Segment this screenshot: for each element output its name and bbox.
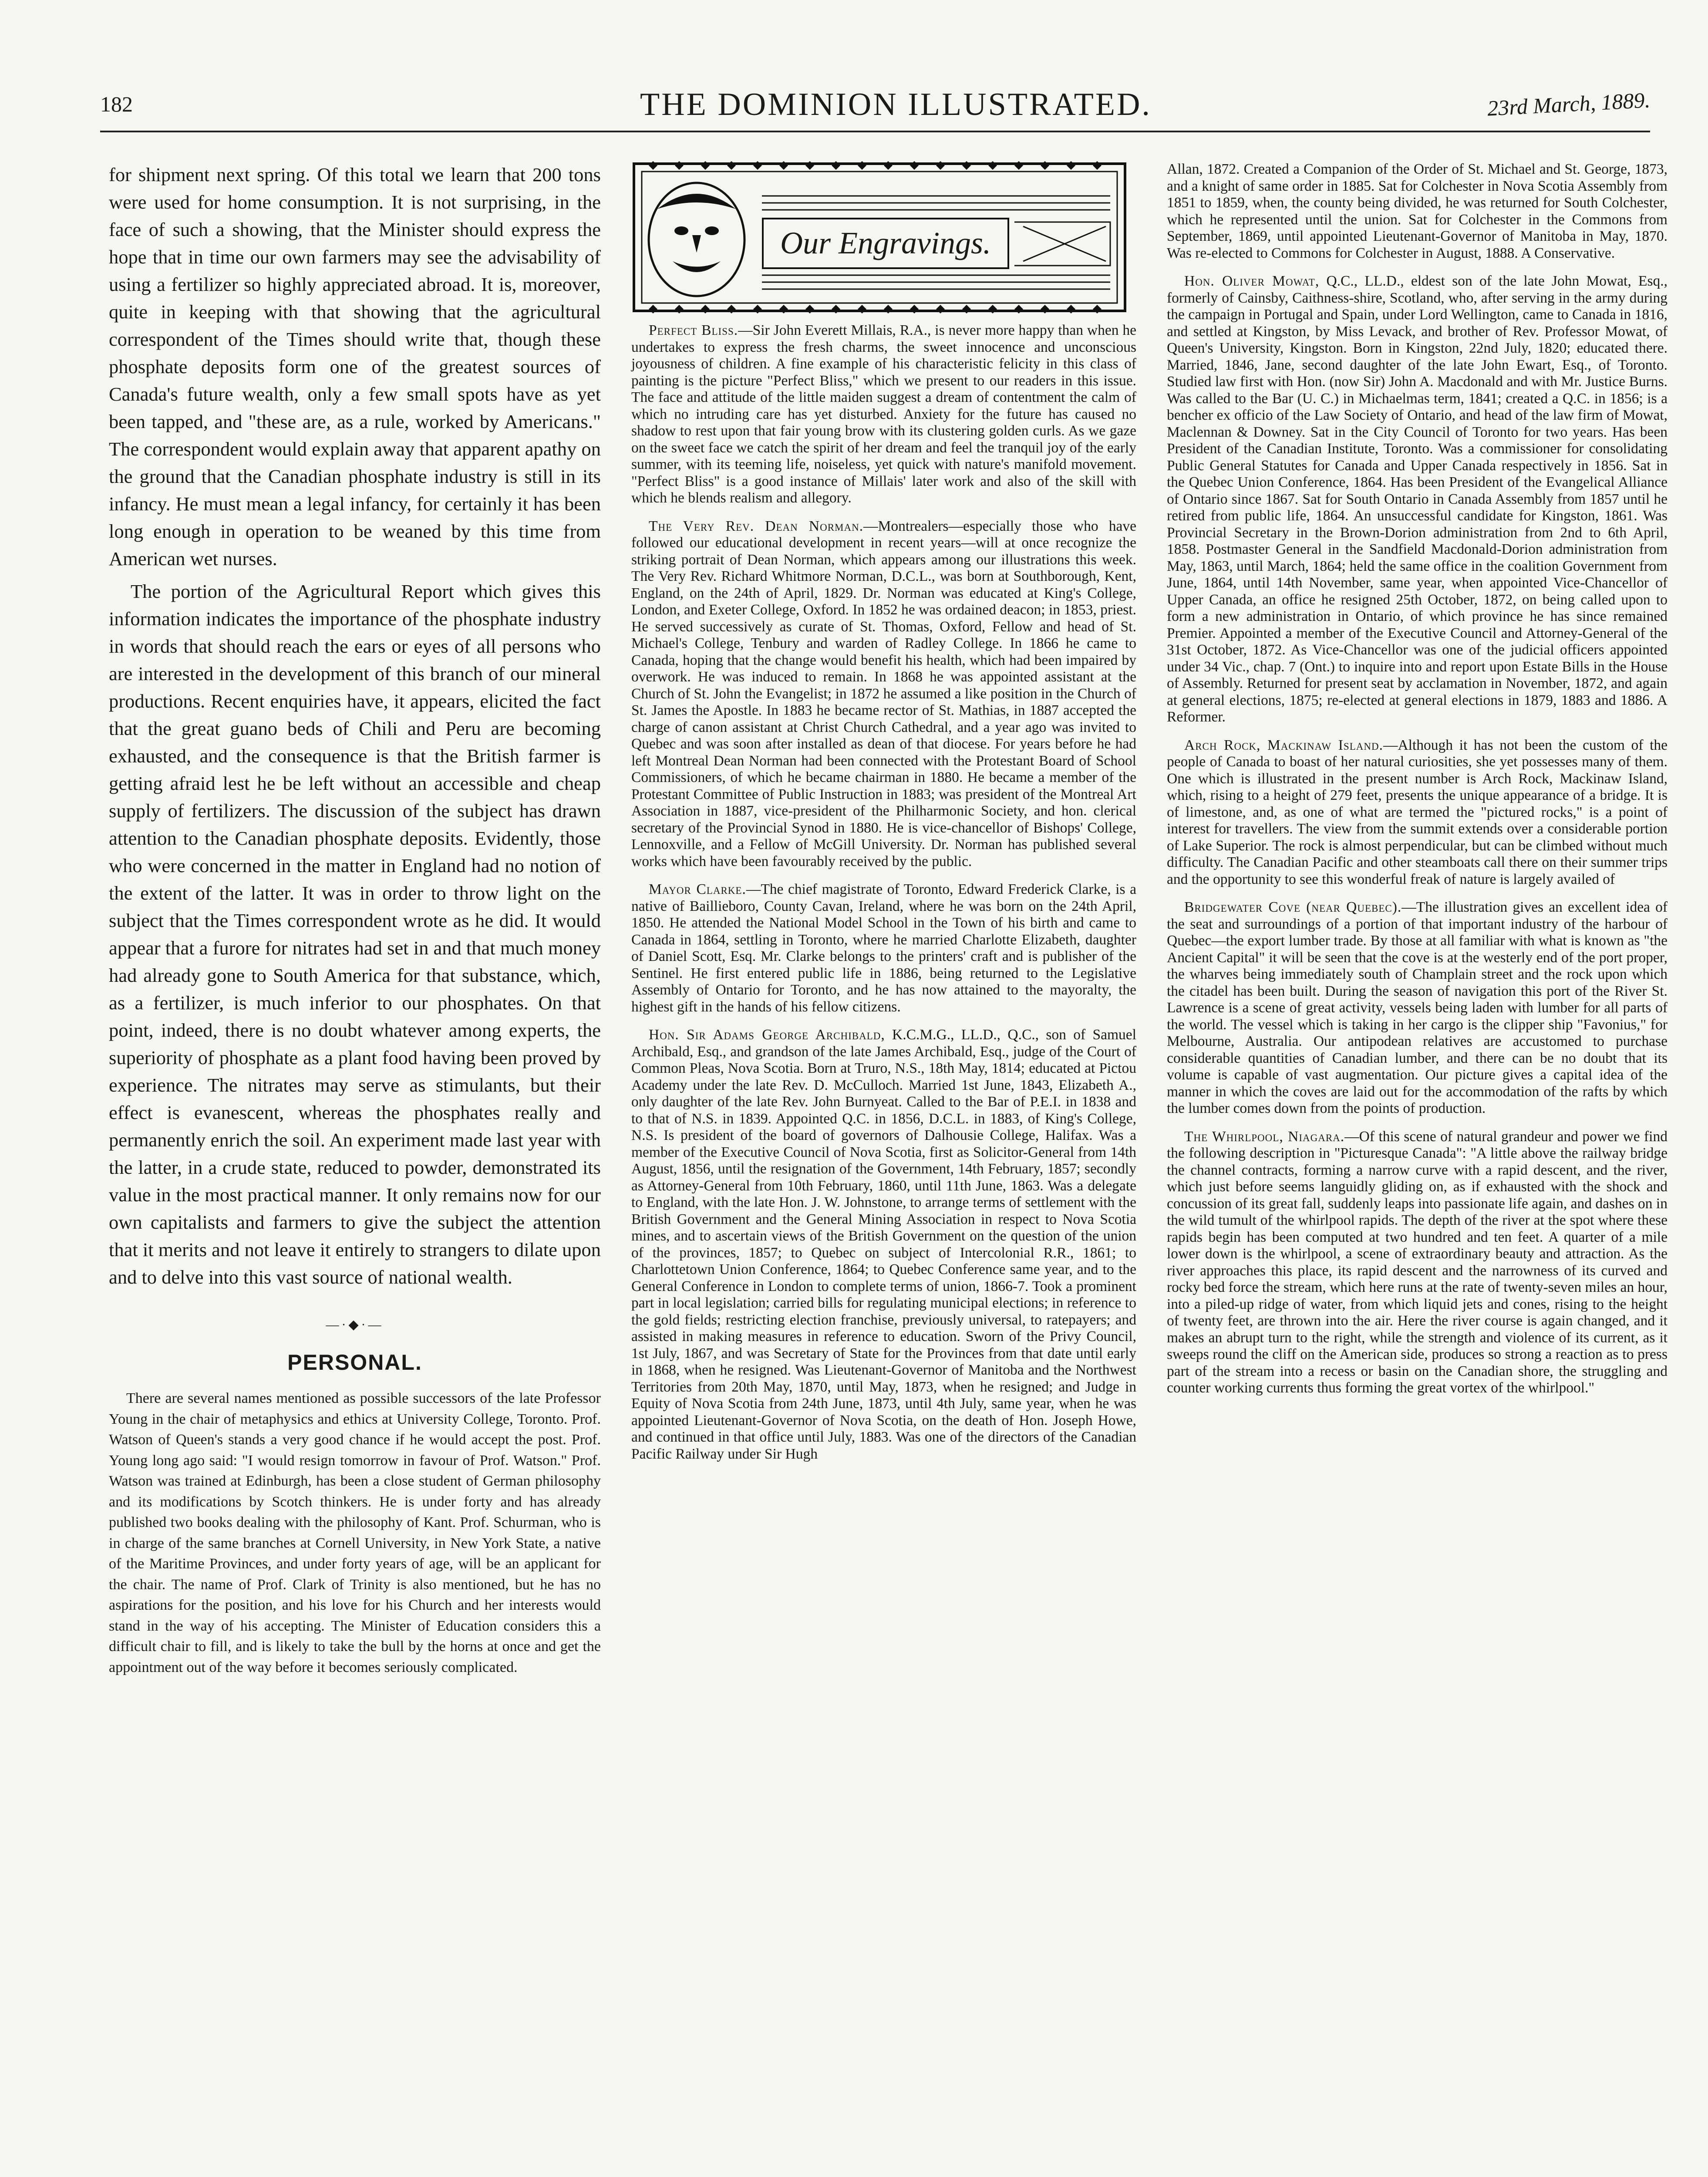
section-heading-personal: PERSONAL. xyxy=(287,1350,422,1375)
article-dean-norman xyxy=(631,518,1136,870)
article-text: —Sir John Everett Millais, R.A., is never more happy than when he undertakes to express the fresh charms, the sweet innocence and unconscious joyousness of children. A fine example of his characteristic felicity in this class of painting is the picture "Perfect Bliss," which we present to our readers in this issue. The face and attitude of the little maiden suggest a dream of contentment the calm of which no intruding care has yet disturbed. Anxiety for the future has caused no shadow to rest upon that fair young brow with its clustering golden curls. As we gaze on the sweet face we catch the spirit of her dream and feel the tranquil joy of the early summer, with its teeming life, noiseless, yet quick with nature's manifold movement. "Perfect Bliss" is a good instance of Millais' later work and also of the skill with which he blends realism and allegory. xyxy=(631,322,1136,506)
article-text: K.C.M.G., LL.D., Q.C., son of Samuel Archibald, Esq., and grandson of the late James Archibald, Esq., judge of the Court of Common Pleas, Nova Scotia. Born at Truro, N.S., 18th May, 1814; educated at Pictou Academy under the late Rev. D. McCulloch. Married 1st June, 1843, Elizabeth A., only daughter of the late Rev. John Burnyeat. Called to the Bar of P.E.I. in 1838 and to that of N.S. in 1839. Appointed Q.C. in 1856, D.C.L. in 1883, of King's College, N.S. Is president of the board of governors of Dalhousie College, Halifax. Was a member of the Executive Council of Nova Scotia, first as Solicitor-General from 14th August, 1856, until the resignation of the Government, 14th February, 1857; secondly as Attorney-General from 10th February, 1860, until 11th June, 1863. Was a delegate to England, with the late Hon. J. W. Johnstone, to arrange terms of settlement with the British Government and the General Mining Association in respect to Nova Scotia mines, and to ascertain views of the British Government on the question of the union of the provinces, 1857; to Quebec on subject of Intercolonial R.R., 1861; to Charlottetown Union Conference, 1864; to Quebec Conference same year, and to the General Conference in London to complete terms of union, 1866-7. Took a prominent part in local legislation; carried bills for regulating municipal elections; in reference to the gold fields; restricting election franchise, previously universal, to ratepayers; and assisted in making measures in reference to education. Sworn of the Privy Council, 1st July, 1867, and was Secretary of State for the Provinces from that date until early in 1868, when he resigned. Was Lieutenant-Governor of Manitoba and the Northwest Territories from 20th May, 1870, until May, 1873, when he resigned; and Judge in Equity of Nova Scotia from 24th June, 1873, until 4th July, same year, when he was appointed Lieutenant-Governor of Nova Scotia, on the death of Hon. Joseph Howe, and continued in that office until July, 1883. Was one of the directors of the Canadian Pacific Railway under Sir Hugh xyxy=(631,1027,1136,1462)
article-lead: The Very Rev. Dean Norman. xyxy=(649,518,864,534)
article-mayor-clarke xyxy=(631,881,1136,1015)
page-number: 182 xyxy=(100,92,133,116)
article-lead: Mayor Clarke. xyxy=(649,881,746,897)
article-arch-rock xyxy=(1167,737,1668,888)
column-right xyxy=(1167,161,1668,1408)
body-paragraph: The portion of the Agricultural Report which gives this information indicates the importance of the phosphate industry in words that should reach the ears or eyes of all persons who are interested in the development of this branch of our mineral productions. Recent enquiries have, it appears, elicited the fact that the great guano beds of Chili and Peru are becoming exhausted, and the consequence is that the British farmer is getting afraid lest he be left without an accessible and cheap supply of fertilizers. The discussion of the subject has drawn attention to the Canadian phosphate deposits. Evidently, those who were concerned in the matter in England had no notion of the extent of the latter. It was in order to throw light on the subject that the Times correspondent wrote as he did. It would appear that a furore for nitrates had set in and that much money had already gone to South America for that substance, which, as a fertilizer, is much inferior to our phosphates. On that point, indeed, there is no doubt whatever among experts, the superiority of phosphate as a plant food having been proved by experience. The nitrates may serve as stimulants, but their effect is evanescent, whereas the phosphates really and permanently enrich the soil. An experiment made last year with the latter, in a crude state, reduced to powder, demonstrated its value in the most practical manner. It only remains now for our own capitalists and farmers to give the subject the attention that it merits and not leave it entirely to strangers to dilate upon and to delve into this vast source of national wealth. xyxy=(109,580,601,1288)
article-lead: Hon. Oliver Mowat, xyxy=(1184,273,1320,289)
article-text: —Montrealers—especially those who have followed our educational development in recent years—will at once recognize the striking portrait of Dean Norman, which appears among our illustrations this week. The Very Rev. Richard Whitmore Norman, D.C.L., was born at Southborough, Kent, England, on the 24th of April, 1829. Dr. Norman was educated at King's College, London, and Exeter College, Oxford. In 1852 he was ordained deacon; in 1853, priest. He served successively as curate of St. Thomas, Oxford, Fellow and head of St. Michael's College, Tenbury and warden of Radley College. In 1866 he came to Canada, hoping that the change would benefit his health, which had been impaired by overwork. He was induced to remain. In 1868 he was appointed assistant at the Church of St. John the Evangelist; in 1872 he assumed a like position in the Church of St. James the Apostle. In 1883 he became rector of St. Mathias, in 1887 accepted the charge of canon assistant at Christ Church Cathedral, and a year ago was invited to Quebec and was soon after installed as dean of that diocese. For years before he had left Montreal Dean Norman had been connected with the Protestant Board of School Commissioners, of which he became chairman in 1880. He became a member of the Protestant Committee of Public Instruction in 1883; was president of the Montreal Art Association in 1887, vice-president of the Philharmonic Society, and hon. clerical secretary of the Provincial Synod in 1880. He is vice-chancellor of Bishops' College, Lennoxville, and a Fellow of McGill University. Dr. Norman has published several works which have been favourably received by the public. xyxy=(631,518,1136,869)
publication-title: THE DOMINION ILLUSTRATED. xyxy=(640,87,1152,122)
header-rule xyxy=(100,131,1650,132)
article-text: —The illustration gives an excellent idea of the seat and surroundings of a portion of that important industry of the harbour of Quebec—the export lumber trade. By those at all familiar with what is known as "the Ancient Capital" it will be seen that the cove is at the westerly end of the port proper, the wharves being immediately south of Champlain street and the rock upon which the citadel has been built. During the season of navigation this port of the River St. Lawrence is a scene of great activity, vessels being laden with lumber for all parts of the world. The vessel which is taking in her cargo is the clipper ship "Favonius," for Melbourne, Australia. Our antipodean relatives are accustomed to purchase considerable quantities of Canadian lumber, and there can be no doubt that its volume is capable of vast augmentation. Our picture gives a capital idea of the manner in which the coves are laid out for the accommodation of the rafts by which the lumber comes down from the points of production. xyxy=(1167,899,1668,1116)
article-lead: Perfect Bliss. xyxy=(649,322,738,338)
article-whirlpool xyxy=(1167,1129,1668,1397)
article-lead: Bridgewater Cove (near Quebec). xyxy=(1184,899,1402,915)
article-lead: Arch Rock, Mackinaw Island. xyxy=(1184,737,1383,753)
column-middle xyxy=(631,161,1136,1474)
article-mowat xyxy=(1167,273,1668,726)
engravings-title: Our Engravings. xyxy=(762,218,1009,269)
article-text: Q.C., LL.D., eldest son of the late John Mowat, Esq., formerly of Cainsby, Caithness-shire, Scotland, who, after serving in the army during the campaign in Portugal and Spain, under Lord Wellington, came to Canada in 1816, and settled at Kingston, by Miss Levack, and brother of Rev. Professor Mowat, of Queen's University, Kingston. Born in Kingston, 22nd July, 1820; educated there. Married, 1846, Jane, second daughter of the late John Ewart, Esq., of Toronto. Studied law first with Hon. (now Sir) John A. Macdonald and with Mr. Justice Burns. Was called to the Bar (U. C.) in Michaelmas term, 1841; created a Q.C. in 1856; is a bencher ex officio of the Law Society of Ontario, and head of the law firm of Mowat, Maclennan & Downey. Sat in the City Council of Toronto for two years. Has been President of the Canadian Institute, Toronto. Was a commissioner for consolidating Public General Statutes for Canada and Upper Canada respectively in 1856. Sat in the Quebec Union Conference, 1864. Has been President of the Evangelical Alliance of Ontario since 1867. Sat for South Ontario in Canada Assembly from 1857 until he retired from public life, 1864. An unsuccessful candidate for Kingston, 1861. Was Provincial Secretary in the Brown-Dorion administration from 2nd to 6th April, 1858. Postmaster General in the Sandfield Macdonald-Dorion administration from May, 1863, until March, 1864; held the same office in the coalition Government from June, 1864, until 14th November, same year, when appointed Vice-Chancellor of Upper Canada, an office he resigned 25th October, 1872, on being called upon to form a new administration in Ontario, of which province he has since remained Premier. Appointed a member of the Executive Council and Attorney-General of the 31st October, 1872. As Vice-Chancellor was one of the judicial officers appointed under 34 Vic., chap. 7 (Ont.) to inquire into and report upon Estate Bills in the House of Assembly. Returned for present seat by acclamation in November, 1872, and again at general elections, 1875; re-elected at general elections in 1879, 1883 and 1886. A Reformer. xyxy=(1167,273,1668,725)
article-archibald-cont xyxy=(1167,161,1668,262)
ornamental-divider: —·◆·— xyxy=(326,1318,384,1332)
article-perfect-bliss xyxy=(631,322,1136,507)
body-paragraph: for shipment next spring. Of this total we learn that 200 tons were used for home consumption. It is not surprising, in the face of such a showing, that the Minister should express the hope that in time our own farmers may see the advisability of using a fertilizer so highly appreciated abroad. It is, moreover, quite in keeping with that showing that the agricultural correspondent of the Times should write that, though these phosphate deposits form one of the greatest sources of Canada's future wealth, only a few small spots have as yet been tapped, and "these are, as a rule, worked by Americans." The correspondent would explain away that apparent apathy on the ground that the Canadian phosphate industry is still in its infancy. He must mean a legal infancy, for certainly it has been long enough in operation to be weaned by this time from American wet nurses. xyxy=(109,164,601,570)
column-left xyxy=(109,161,601,1689)
article-text: —Of this scene of natural grandeur and power we find the following description in "Picturesque Canada": "A little above the railway bridge the channel contracts, forming a narrow curve with a rapid descent, and the river, which just before seems languidly gliding on, as if exhausted with the shock and concussion of its great fall, suddenly leaps into passionate life again, and dashes on in the wild tumult of the whirlpool rapids. The depth of the river at the spot where these rapids begin has been computed at two hundred and ten feet. A quarter of a mile lower down is the whirlpool, a scene of extraordinary beauty and attraction. As the river approaches this place, its rapid descent and the narrowness of its curved and rocky bed force the stream, which here runs at the rate of twenty-seven miles an hour, into a piled-up ridge of water, from which liquid jets and cones, rising to the height of twenty feet, are thrown into the air. Here the river course is again changed, and it makes an abrupt turn to the right, while the strength and violence of its current, as it sweeps round the cliff on the American side, produces so strong a reaction as to press part of the stream into a recess or basin on the Canadian shore, the struggling and counter working currents thus forming the great vortex of the whirlpool." xyxy=(1167,1128,1668,1396)
article-text: —The chief magistrate of Toronto, Edward Frederick Clarke, is a native of Baillieboro, County Cavan, Ireland, where he was born on the 24th April, 1850. He attended the National Model School in the Town of his birth and came to Canada in 1864, settling in Toronto, where he married Charlotte Elizabeth, daughter of Daniel Scott, Esq. Mr. Clarke belongs to the printers' craft and is publisher of the Sentinel. He first entered public life in 1886, being returned to the Legislative Assembly of Ontario for Toronto, and he has now attained to the mayoralty, the highest gift in the hands of his fellow citizens. xyxy=(631,881,1136,1015)
personal-paragraph: There are several names mentioned as possible successors of the late Professor Young in the chair of metaphysics and ethics at University College, Toronto. Prof. Watson of Queen's stands a very good chance if he would accept the post. Prof. Young long ago said: "I would resign tomorrow in favour of Prof. Watson." Prof. Watson was trained at Edinburgh, has been a close student of German philosophy and its modifications by Scotch thinkers. He is under forty and has already published two books dealing with the philosophy of Kant. Prof. Schurman, who is in charge of the same branches at Cornell University, in New York State, a native of the Maritime Provinces, and under forty years of age, will be an applicant for the chair. The name of Prof. Clark of Trinity is also mentioned, but he has no aspirations for the position, and his love for his Church and her interests would stand in the way of his accepting. The Minister of Education considers this a difficult chair to fill, and is likely to take the bull by the horns at once and get the appointment out of the way before it becomes seriously complicated. xyxy=(109,1390,601,1675)
article-lead: The Whirlpool, Niagara. xyxy=(1184,1128,1345,1145)
article-text: Allan, 1872. Created a Companion of the Order of St. Michael and St. George, 1873, and a knight of same order in 1885. Sat for Colchester in Nova Scotia Assembly from 1851 to 1859, when, the county being divided, he was returned for South Colchester, which he represented until the union. Sat for Colchester in the Commons from September, 1869, until appointed Lieutenant-Governor of Manitoba in May, 1870. Was re-elected to Commons for Colchester in August, 1888. A Conservative. xyxy=(1167,161,1668,261)
article-lead: Hon. Sir Adams George Archibald, xyxy=(649,1027,885,1043)
page-header xyxy=(100,87,1668,122)
issue-date: 23rd March, 1889. xyxy=(1486,88,1651,121)
article-text: —Although it has not been the custom of the people of Canada to boast of her natural curiosities, she yet possesses many of them. One which is illustrated in the present number is Arch Rock, Mackinaw Island, which, rising to a height of 279 feet, presents the unique appearance of a bridge. It is of limestone, and, as one of what are termed the "pictured rocks," is a point of interest for travellers. The view from the summit extends over a considerable portion of Lake Superior. The rock is almost perpendicular, but can be climbed without much difficulty. The Canadian Pacific and other steamboats call there on their summer trips and the opportunity to see this wonderful freak of nature is largely availed of xyxy=(1167,737,1668,887)
article-bridgewater-cove xyxy=(1167,899,1668,1117)
article-archibald xyxy=(631,1027,1136,1463)
engravings-banner xyxy=(631,161,1128,313)
